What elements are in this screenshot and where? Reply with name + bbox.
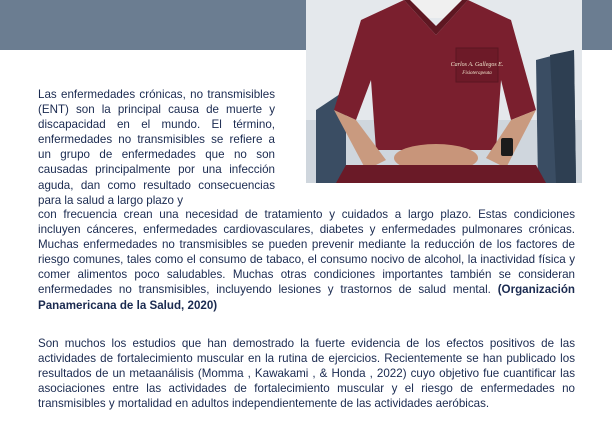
embroidery-text: Carlos A. Gallegos E. xyxy=(450,62,504,68)
photo-illustration xyxy=(306,0,582,183)
citation: (Organización Panamericana de la Salud, 2020) xyxy=(38,283,575,312)
second-paragraph: Son muchos los estudios que han demostrado la fuerte evidencia de los efectos positivos de las actividades de fortalecimiento muscular en la rutina de ejercicios. Recientemente se han publicado los resultados de un metaanálisis (Momma , Kawakami , & Honda , 2022) cuyo objetivo fue cuantificar las asociaciones entre las actividades de fortalecimiento muscular y el riesgo de enfermedades no transmisibles y mortalidad en adultos independientemente de las actividades aeróbicas. xyxy=(38,337,575,411)
wristwatch xyxy=(501,138,513,156)
intro-continued-text: con frecuencia crean una necesidad de tratamiento y cuidados a largo plazo. Estas condiciones incluyen cánceres, enfermedades cardiovasculares, diabetes y enfermedades pulmonares crónicas. Muchas enfermedades no transmisibles se pueden prevenir mediante la reducción de los factores de riesgo comunes, tales como el consumo de tabaco, el consumo nocivo de alcohol, la inactividad física y comer alimentos poco saludables. Muchas otras condiciones importantes también se consideran enfermedades no transmisibles, incluyendo lesiones y trastornos de salud mental. xyxy=(38,208,575,297)
intro-paragraph-top: Las enfermedades crónicas, no transmisibles (ENT) son la principal causa de muerte y discapacidad en el mundo. El término, enfermedades no transmisibles se refiere a un grupo de enfermedades que no son causadas principalmente por una infección aguda, dan como resultado consecuencias para la salud a largo plazo y xyxy=(38,88,275,207)
embroidery-subtext: Fisioterapeuta xyxy=(462,71,492,76)
physiotherapist-photo xyxy=(306,0,582,183)
scrub-pants xyxy=(336,165,546,183)
intro-paragraph-continued xyxy=(38,207,575,313)
